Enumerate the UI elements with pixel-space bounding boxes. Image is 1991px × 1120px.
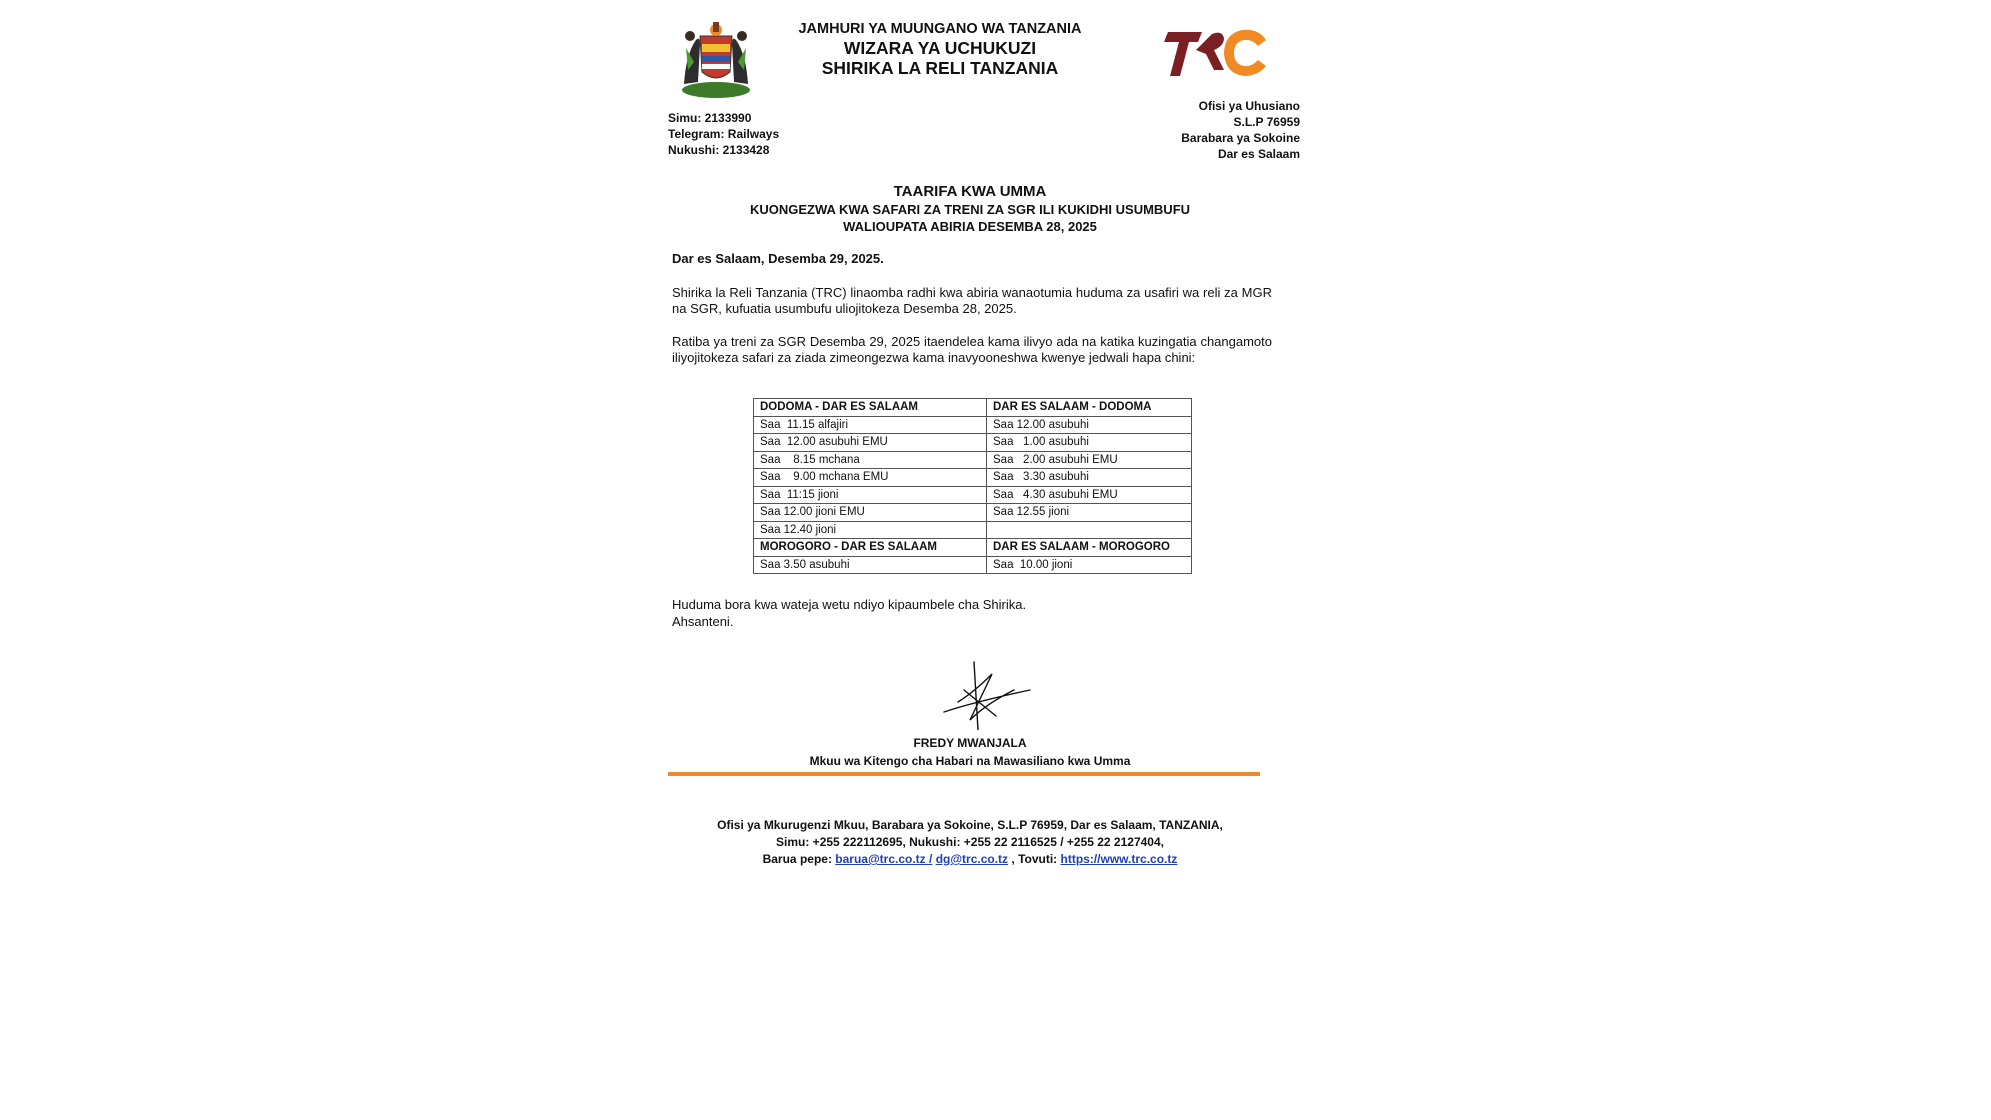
- letterhead-titles: [760, 20, 1120, 78]
- phone-line: Simu: 2133990: [668, 111, 752, 125]
- table-row: [754, 504, 1192, 522]
- notice-date: Dar es Salaam, Desemba 29, 2025.: [672, 251, 884, 266]
- notice-subtitle-1: KUONGEZWA KWA SAFARI ZA TRENI ZA SGR ILI KUKIDHI USUMBUFU: [749, 202, 1191, 217]
- table-cell: Saa 9.00 mchana EMU: [754, 469, 987, 487]
- schedule-table: [753, 398, 1192, 574]
- website-label: , Tovuti:: [1008, 852, 1061, 866]
- fax-line: Nukushi: 2133428: [668, 143, 770, 157]
- city-line: Dar es Salaam: [1217, 147, 1300, 161]
- table-cell: MOROGORO - DAR ES SALAAM: [754, 539, 987, 557]
- office-line: Ofisi ya Uhusiano: [1198, 99, 1300, 113]
- signature-icon: [934, 660, 1034, 730]
- table-cell: Saa 12.00 jioni EMU: [754, 504, 987, 522]
- table-cell: DODOMA - DAR ES SALAAM: [754, 399, 987, 417]
- table-cell: Saa 4.30 asubuhi EMU: [987, 486, 1192, 504]
- contact-right: [1100, 98, 1300, 162]
- notice-title: TAARIFA KWA UMMA: [893, 183, 1047, 200]
- notice-document: [660, 0, 1300, 1120]
- table-row: [754, 451, 1192, 469]
- table-cell: Saa 10.00 jioni: [987, 556, 1192, 574]
- table-row: [754, 434, 1192, 452]
- signatory-name: FREDY MWANJALA: [913, 736, 1027, 750]
- table-row: [754, 521, 1192, 539]
- closing-line-2: Ahsanteni.: [672, 614, 734, 629]
- table-cell: [987, 521, 1192, 539]
- table-cell: Saa 12.55 jioni: [987, 504, 1192, 522]
- table-cell: DAR ES SALAAM - MOROGORO: [987, 539, 1192, 557]
- website-link[interactable]: https://www.trc.co.tz: [1060, 852, 1178, 866]
- paragraph-schedule: Ratiba ya treni za SGR Desemba 29, 2025 itaendelea kama ilivyo ada na katika kuzingatia changamoto iliyojitokeza safari za ziada zimeongezwa kama inavyooneshwa kwenye jedwali hapa chini:: [672, 334, 1272, 365]
- closing-text: [672, 596, 1026, 630]
- signatory-block: [730, 734, 1210, 770]
- footer-phones: Simu: +255 222112695, Nukushi: +255 22 2116525 / +255 22 2127404,: [776, 835, 1164, 849]
- closing-line-1: Huduma bora kwa wateja wetu ndiyo kipaumbele cha Shirika.: [672, 597, 1027, 612]
- email-link-dg[interactable]: dg@trc.co.tz: [935, 852, 1009, 866]
- notice-titles: [700, 183, 1240, 235]
- table-cell: Saa 12.00 asubuhi EMU: [754, 434, 987, 452]
- notice-subtitle-2: WALIOUPATA ABIRIA DESEMBA 28, 2025: [843, 219, 1097, 234]
- table-cell: Saa 2.00 asubuhi EMU: [987, 451, 1192, 469]
- po-box-line: S.L.P 76959: [1233, 115, 1300, 129]
- contact-left: [668, 110, 779, 158]
- table-cell: Saa 11:15 jioni: [754, 486, 987, 504]
- telegram-line: Telegram: Railways: [668, 127, 780, 141]
- table-row: [754, 486, 1192, 504]
- email-label: Barua pepe:: [762, 852, 836, 866]
- table-cell: Saa 1.00 asubuhi: [987, 434, 1192, 452]
- footer-contacts: [700, 817, 1240, 868]
- table-cell: Saa 3.50 asubuhi: [754, 556, 987, 574]
- table-row: [754, 556, 1192, 574]
- table-cell: Saa 12.40 jioni: [754, 521, 987, 539]
- coat-of-arms-icon: [674, 14, 758, 100]
- footer-divider: [668, 772, 1260, 776]
- paragraph-apology: Shirika la Reli Tanzania (TRC) linaomba radhi kwa abiria wanaotumia huduma za usafiri wa reli za MGR na SGR, kufuatia usumbufu uliojitokeza Desemba 28, 2025.: [672, 285, 1272, 316]
- trc-logo-icon: [1162, 20, 1274, 84]
- signatory-title: Mkuu wa Kitengo cha Habari na Mawasiliano kwa Umma: [809, 754, 1131, 768]
- footer-address: Ofisi ya Mkurugenzi Mkuu, Barabara ya Sokoine, S.L.P 76959, Dar es Salaam, TANZANIA,: [717, 818, 1223, 832]
- republic-name: JAMHURI YA MUUNGANO WA TANZANIA: [798, 21, 1082, 37]
- table-row: [754, 469, 1192, 487]
- table-cell: Saa 3.30 asubuhi: [987, 469, 1192, 487]
- footer-email-web: [700, 851, 1240, 868]
- street-line: Barabara ya Sokoine: [1181, 131, 1300, 145]
- corporation-name: SHIRIKA LA RELI TANZANIA: [821, 58, 1059, 78]
- table-cell: DAR ES SALAAM - DODOMA: [987, 399, 1192, 417]
- table-cell: Saa 8.15 mchana: [754, 451, 987, 469]
- table-row: [754, 539, 1192, 557]
- table-row: [754, 399, 1192, 417]
- table-cell: Saa 11.15 alfajiri: [754, 416, 987, 434]
- email-link-barua[interactable]: barua@trc.co.tz /: [835, 852, 933, 866]
- table-cell: Saa 12.00 asubuhi: [987, 416, 1192, 434]
- table-row: [754, 416, 1192, 434]
- ministry-name: WIZARA YA UCHUKUZI: [843, 38, 1037, 58]
